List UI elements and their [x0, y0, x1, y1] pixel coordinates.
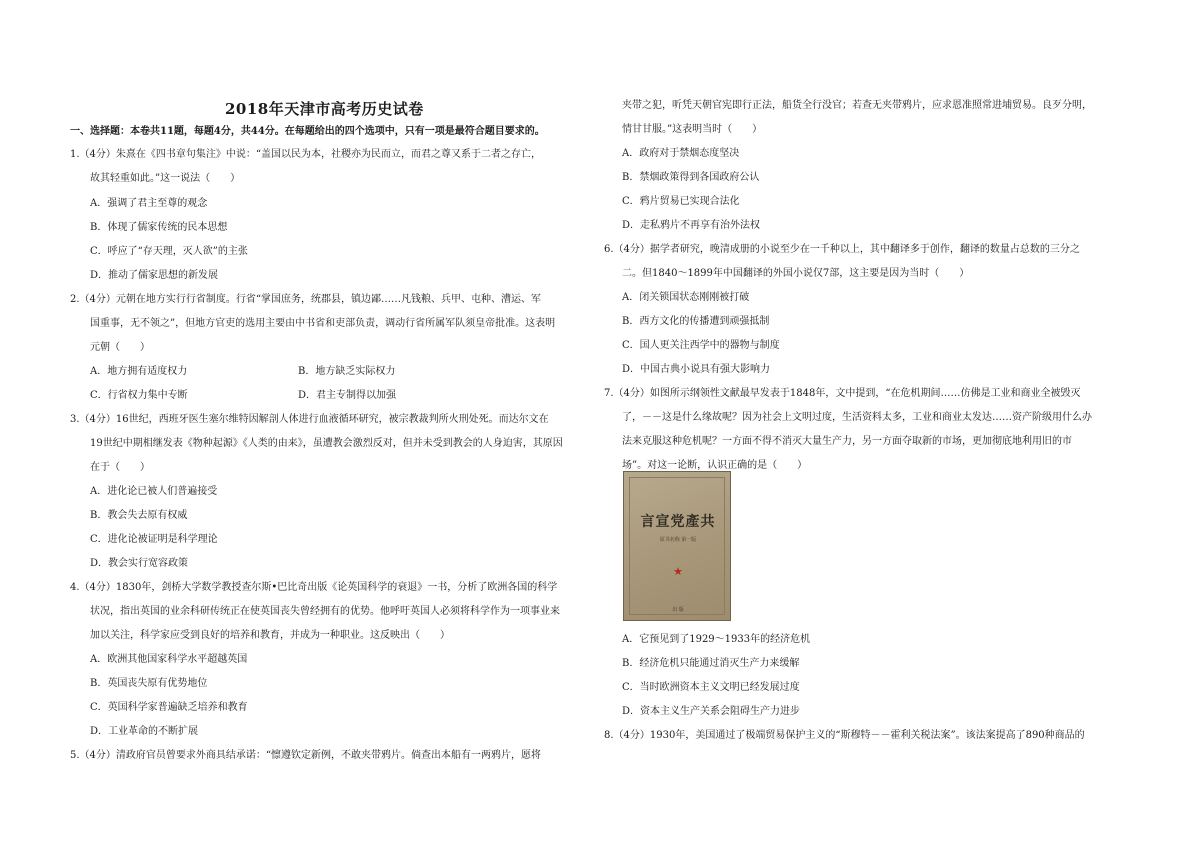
question-4-option-d: D．工业革命的不断扩展: [90, 726, 199, 737]
question-1-option-d: D．推动了儒家思想的新发展: [90, 270, 219, 281]
question-2-option-a: A．地方拥有适度权力: [90, 366, 188, 377]
book-cover-title: 言宣党產共: [640, 514, 716, 530]
question-7-line-3: 法来克服这种危机呢？一方面不得不消灭大量生产力，另一方面夺取新的市场，更加彻底地利用旧的市: [622, 436, 1072, 447]
question-6-option-b: B．西方文化的传播遭到顽强抵制: [622, 316, 770, 327]
question-3-line-1: 3.（4分）16世纪，西班牙医生塞尔维特因解剖人体进行血液循环研究，被宗教裁判所火刑处死。而达尔文在: [70, 414, 549, 425]
question-5-option-b: B．禁烟政策得到各国政府公认: [622, 172, 760, 183]
question-2-line-1: 2.（4分）元朝在地方实行行省制度。行省“掌国庶务，统郡县，镇边鄙……凡钱粮、兵甲、屯种、漕运、军: [70, 294, 542, 305]
question-4-line-3: 加以关注，科学家应受到良好的培养和教育，并成为一种职业。这反映出（ ）: [90, 630, 450, 641]
page-title: 2018年天津市高考历史试卷: [225, 100, 424, 118]
question-5-option-c: C．鸦片贸易已实现合法化: [622, 196, 740, 207]
question-5-line-1: 5.（4分）清政府官员曾要求外商具结承诺：“懔遵钦定新例，不敢夹带鸦片。倘查出本船有一两鸦片，愿将: [70, 750, 542, 761]
red-star-icon: ★: [673, 565, 683, 578]
question-4-line-1: 4.（4分）1830年，剑桥大学数学教授查尔斯•巴比奇出版《论英国科学的衰退》一书，分析了欧洲各国的科学: [70, 582, 558, 593]
question-1-line-1: 1.（4分）朱熹在《四书章句集注》中说：“盖国以民为本，社稷亦为民而立，而君之尊又系于二者之存亡，: [70, 149, 542, 160]
question-5-option-d: D．走私鸦片不再享有治外法权: [622, 220, 761, 231]
question-8-line-1: 8.（4分）1930年，美国通过了极端贸易保护主义的“斯穆特－－霍利关税法案”。该法案提高了890种商品的: [604, 730, 1085, 741]
question-2-line-3: 元朝（ ）: [90, 342, 150, 353]
question-3-option-c: C．进化论被证明是科学理论: [90, 534, 218, 545]
question-6-option-d: D．中国古典小说具有强大影响力: [622, 364, 771, 375]
question-7-line-1: 7.（4分）如图所示纲领性文献最早发表于1848年，文中提到，“在危机期间……仿佛是工业和商业全被毁灭: [604, 388, 1081, 399]
question-1-line-2: 故其轻重如此。”这一说法（ ）: [90, 173, 241, 184]
question-3-option-d: D．教会实行宽容政策: [90, 558, 189, 569]
question-6-line-1: 6.（4分）据学者研究，晚清成册的小说至少在一千种以上，其中翻译多于创作，翻译的数量占总数的三分之: [604, 244, 1080, 255]
question-7-option-c: C．当时欧洲资本主义文明已经发展过度: [622, 682, 800, 693]
question-4-option-b: B．英国丧失原有优势地位: [90, 678, 208, 689]
section-heading: 一、选择题：本卷共11题，每题4分，共44分。在每题给出的四个选项中，只有一项是最符合题目要求的。: [70, 126, 545, 137]
question-5-option-a: A．政府对于禁烟态度坚决: [622, 148, 740, 159]
question-2-option-c: C．行省权力集中专断: [90, 390, 188, 401]
question-3-line-3: 在于（ ）: [90, 462, 150, 473]
question-4-option-c: C．英国科学家普遍缺乏培养和教育: [90, 702, 248, 713]
book-cover-frame: [629, 477, 725, 615]
question-3-line-2: 19世纪中期相继发表《物种起源》《人类的由来》，虽遭教会激烈反对，但并未受到教会的人身迫害，其原因: [90, 438, 563, 449]
question-2-option-b: B．地方缺乏实际权力: [298, 366, 396, 377]
question-7-line-2: 了，－－这是什么缘故呢？因为社会上文明过度，生活资料太多，工业和商业太发达……资产阶级用什么办: [622, 412, 1092, 423]
question-7-option-a: A．它预见到了1929～1933年的经济危机: [622, 634, 811, 645]
question-4-line-2: 状况，指出英国的业余科研传统正在使英国丧失曾经拥有的优势。他呼吁英国人必须将科学作为一项事业来: [90, 606, 560, 617]
book-cover-publisher: 出 版: [672, 607, 684, 613]
question-7-line-4: 场”。对这一论断，认识正确的是（ ）: [622, 460, 808, 471]
book-cover-subtitle: 原书名称 第一版: [659, 537, 697, 543]
question-6-line-2: 二。但1840～1899年中国翻译的外国小说仅7部，这主要是因为当时（ ）: [622, 268, 970, 279]
question-6-option-a: A．闭关锁国状态刚刚被打破: [622, 292, 750, 303]
question-1-option-c: C．呼应了“存天理，灭人欲”的主张: [90, 246, 248, 257]
question-5-line-2: 夹带之犯，听凭天朝官宪即行正法，船货全行没官；若查无夹带鸦片，应求恩准照常进埔贸易。良歹分明，: [622, 100, 1092, 111]
communist-manifesto-cover-image: [623, 471, 731, 621]
question-1-option-a: A．强调了君主至尊的观念: [90, 198, 208, 209]
question-7-option-d: D．资本主义生产关系会阻碍生产力进步: [622, 706, 801, 717]
question-7-option-b: B．经济危机只能通过消灭生产力来缓解: [622, 658, 800, 669]
question-3-option-b: B．教会失去原有权威: [90, 510, 188, 521]
question-1-option-b: B．体现了儒家传统的民本思想: [90, 222, 228, 233]
question-4-option-a: A．欧洲其他国家科学水平超越英国: [90, 654, 248, 665]
question-2-line-2: 国重事，无不领之”，但地方官吏的选用主要由中书省和吏部负责，调动行省所属军队须皇帝批准。这表明: [90, 318, 556, 329]
question-5-line-3: 情甘甘服。”这表明当时（ ）: [622, 124, 763, 135]
question-2-option-d: D．君主专制得以加强: [298, 390, 397, 401]
question-6-option-c: C．国人更关注西学中的器物与制度: [622, 340, 780, 351]
question-3-option-a: A．进化论已被人们普遍接受: [90, 486, 218, 497]
